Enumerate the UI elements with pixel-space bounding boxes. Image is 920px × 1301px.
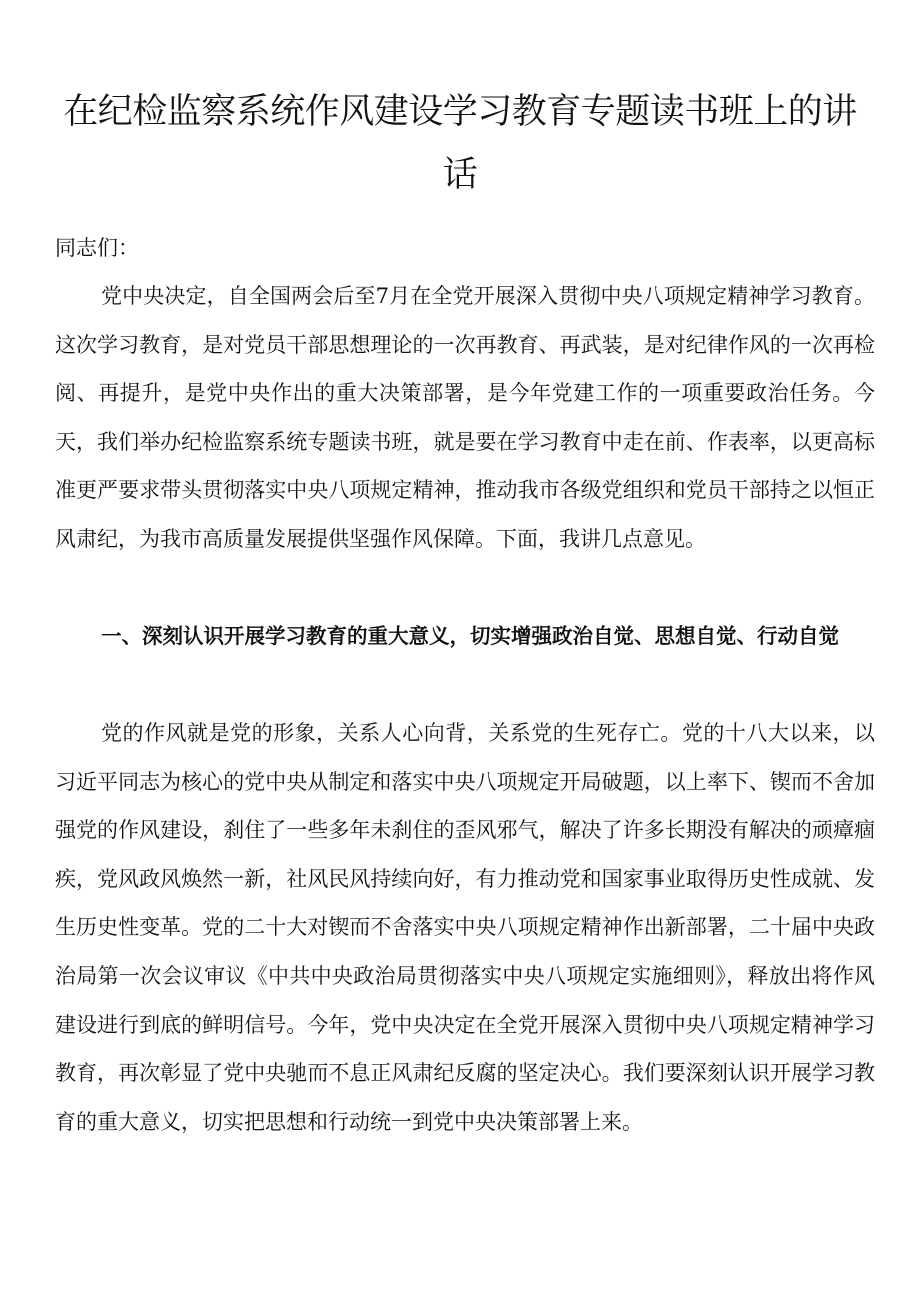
paragraph-1: 党中央决定，自全国两会后至7月在全党开展深入贯彻中央八项规定精神学习教育。这次学习教育，是对党员干部思想理论的一次再教育、再武装，是对纪律作风的一次再检阅、再提升，是党中央作出的重大决策部署，是今年党建工作的一项重要政治任务。今天，我们举办纪检监察系统专题读书班，就是要在学习教育中走在前、作表率，以更高标准更严要求带头贯彻落实中央八项规定精神，推动我市各级党组织和党员干部持之以恒正风肃纪，为我市高质量发展提供坚强作风保障。下面，我讲几点意见。 xyxy=(55,284,875,551)
greeting: 同志们： xyxy=(55,236,139,260)
document-title-line-1: 在纪检监察系统作风建设学习教育专题读书班上的讲 xyxy=(63,92,857,132)
document-title-line-2: 话 xyxy=(442,155,478,195)
section-heading-1: 一、深刻认识开展学习教育的重大意义，切实增强政治自觉、思想自觉、行动自觉 xyxy=(101,624,839,648)
paragraph-2: 党的作风就是党的形象，关系人心向背，关系党的生死存亡。党的十八大以来，以习近平同志为核心的党中央从制定和落实中央八项规定开局破题，以上率下、锲而不舍加强党的作风建设，刹住了一些多年未刹住的歪风邪气，解决了许多长期没有解决的顽瘴痼疾，党风政风焕然一新，社风民风持续向好，有力推动党和国家事业取得历史性成就、发生历史性变革。党的二十大对锲而不舍落实中央八项规定精神作出新部署，二十届中央政治局第一次会议审议《中共中央政治局贯彻落实中央八项规定实施细则》，释放出将作风建设进行到底的鲜明信号。今年，党中央决定在全党开展深入贯彻中央八项规定精神学习教育，再次彰显了党中央驰而不息正风肃纪反腐的坚定决心。我们要深刻认识开展学习教育的重大意义，切实把思想和行动统一到党中央决策部署上来。 xyxy=(55,721,875,1134)
